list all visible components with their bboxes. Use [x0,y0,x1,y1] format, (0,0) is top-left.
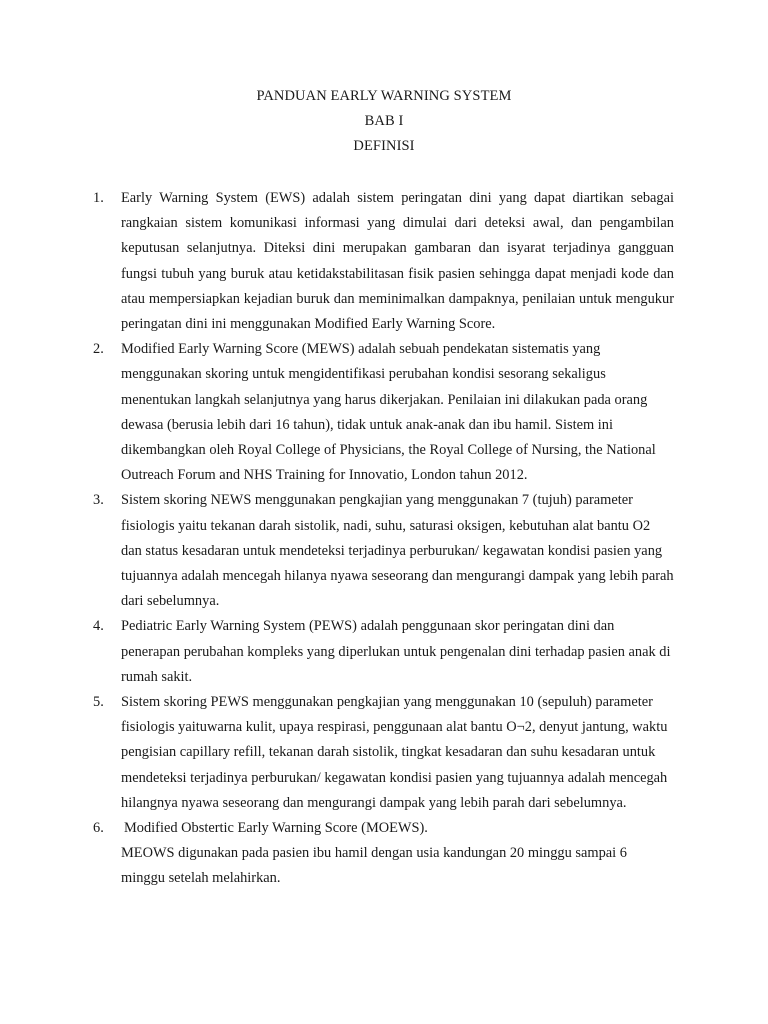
list-item-text: Modified Obstertic Early Warning Score (MOEWS). [124,820,428,837]
chapter-heading: BAB I [364,113,404,129]
list-item [90,337,674,488]
list-item [90,488,674,614]
list-item-text: Modified Early Warning Score (MEWS) adalah sebuah pendekatan sistematis yang menggunakan skoring untuk mengidentifikasi perubahan kondisi sesorang sekaligus menentukan langkah selanjutnya yang harus dikerjakan. Penilaian ini dilakukan pada orang dewasa (berusia lebih dari 16 tahun), tidak untuk anak-anak dan ibu hamil. Sistem ini dikembangkan oleh Royal College of Physicians, the Royal College of Nursing, the National Outreach Forum and NHS Training for Innovatio, London tahun 2012. [121,341,656,484]
list-item-text: Early Warning System (EWS) adalah sistem peringatan dini yang dapat diartikan sebagai rangkaian sistem komunikasi informasi yang dimulai dari deteksi awal, dan pengambilan keputusan selanjutnya. Diteksi dini merupakan gambaran dan isyarat terjadinya gangguan fungsi tubuh yang buruk atau ketidakstabilitasan fisik pasien sehingga dapat menjadi kode dan atau mempersiapkan kejadian buruk dan meminimalkan dampaknya, penilaian untuk mengukur peringatan dini ini menggunakan Modified Early Warning Score. [121,190,674,333]
list-item-continuation: MEOWS digunakan pada pasien ibu hamil dengan usia kandungan 20 minggu sampai 6 minggu setelah melahirkan. [121,845,627,887]
list-item-number: 1. [93,190,104,206]
list-item-number: 5. [93,694,104,711]
list-item-number: 6. [93,820,104,837]
list-item-number: 2. [93,341,104,358]
document-title: PANDUAN EARLY WARNING SYSTEM [256,88,512,104]
list-item [90,614,674,690]
list-item-number: 3. [93,492,104,509]
list-item [90,690,674,816]
list-item-text: Pediatric Early Warning System (PEWS) adalah penggunaan skor peringatan dini dan penerapan perubahan kompleks yang diperlukan untuk pengenalan dini terhadap pasien anak di rumah sakit. [121,618,671,685]
list-item [90,186,674,337]
list-item-number: 4. [93,618,104,635]
list-item-text: Sistem skoring NEWS menggunakan pengkajian yang menggunakan 7 (tujuh) parameter fisiologis yaitu tekanan darah sistolik, nadi, suhu, saturasi oksigen, kebutuhan alat bantu O2 dan status kesadaran untuk mendeteksi terjadinya perburukan/ kegawatan kondisi pasien yang tujuannya adalah mencegah hilanya nyawa seseorang dan mengurangi dampak yang lebih parah dari sebelumnya. [121,492,674,610]
definition-list [90,186,674,892]
list-item-text: Sistem skoring PEWS menggunakan pengkajian yang menggunakan 10 (sepuluh) parameter fisiologis yaituwarna kulit, upaya respirasi, penggunaan alat bantu O¬2, denyut jantung, waktu pengisian capillary refill, tekanan darah sistolik, tingkat kesadaran dan suhu kesadaran untuk mendeteksi terjadinya perburukan/ kegawatan kondisi pasien yang tujuannya adalah mencegah hilangnya nyawa seseorang dan mengurangi dampak yang lebih parah dari sebelumnya. [121,694,668,811]
section-heading: DEFINISI [353,138,415,154]
list-item [90,816,674,892]
